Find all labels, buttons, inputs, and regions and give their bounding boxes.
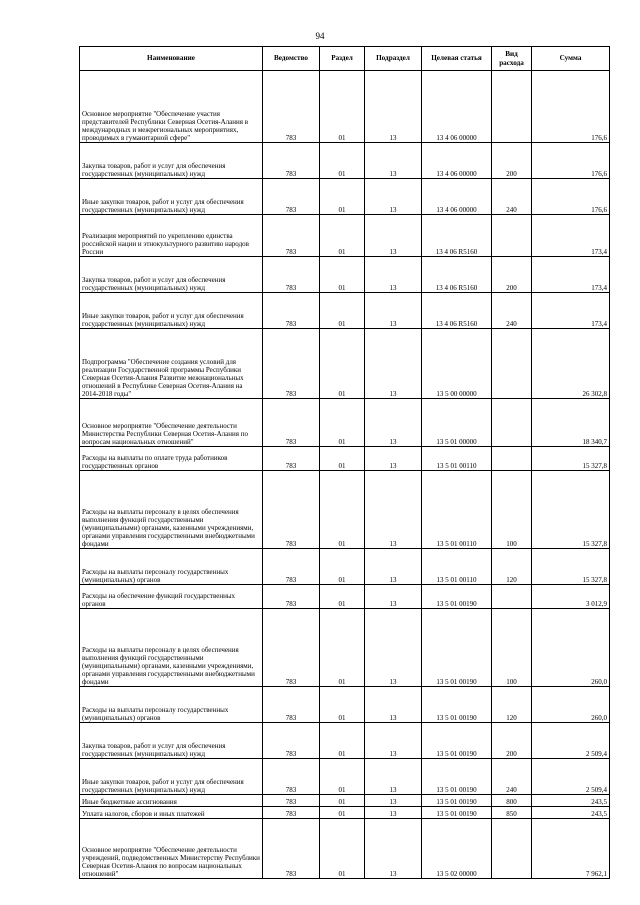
table-body — [80, 71, 610, 879]
header-expense-type: Вид расхода — [492, 47, 532, 71]
row-dept: 783 — [263, 687, 320, 723]
row-sum: 173,4 — [532, 257, 610, 293]
header-dept: Ведомство — [263, 47, 320, 71]
row-article: 13 5 01 00110 — [422, 549, 492, 585]
row-section: 01 — [320, 179, 365, 215]
row-article: 13 4 06 00000 — [422, 71, 492, 143]
row-dept: 783 — [263, 179, 320, 215]
table-row — [80, 549, 610, 585]
row-dept: 783 — [263, 819, 320, 879]
row-dept: 783 — [263, 549, 320, 585]
row-expense-type — [492, 215, 532, 257]
row-article: 13 5 01 00190 — [422, 795, 492, 807]
row-name: Иные закупки товаров, работ и услуг для обеспечения государственных (муниципальных) нужд — [80, 293, 263, 329]
row-sum: 260,0 — [532, 609, 610, 687]
row-section: 01 — [320, 819, 365, 879]
table-row — [80, 143, 610, 179]
row-article: 13 5 02 00000 — [422, 819, 492, 879]
row-expense-type: 200 — [492, 723, 532, 759]
row-dept: 783 — [263, 447, 320, 471]
row-sum: 15 327,8 — [532, 549, 610, 585]
row-section: 01 — [320, 447, 365, 471]
row-section: 01 — [320, 471, 365, 549]
table-row — [80, 585, 610, 609]
table-row — [80, 609, 610, 687]
row-expense-type: 200 — [492, 257, 532, 293]
row-article: 13 4 06 00000 — [422, 179, 492, 215]
row-article: 13 5 01 00190 — [422, 807, 492, 819]
table-row — [80, 179, 610, 215]
row-name: Расходы на выплаты персоналу в целях обеспечения выполнения функций государственными (муниципальными) органами, казенными учреждениями, органами управления государственными внебюджетными фондами — [80, 609, 263, 687]
row-name: Иные закупки товаров, работ и услуг для обеспечения государственных (муниципальных) нужд — [80, 759, 263, 795]
row-expense-type — [492, 819, 532, 879]
row-article: 13 5 01 00190 — [422, 585, 492, 609]
table-header-row — [80, 47, 610, 71]
row-name: Расходы на выплаты персоналу в целях обеспечения выполнения функций государственными (муниципальными) органами, казенными учреждениями, органами управления государственными внебюджетными фондами — [80, 471, 263, 549]
row-name: Закупка товаров, работ и услуг для обеспечения государственных (муниципальных) нужд — [80, 143, 263, 179]
row-subsection: 13 — [365, 759, 422, 795]
row-sum: 176,6 — [532, 179, 610, 215]
row-sum: 243,5 — [532, 807, 610, 819]
table-row — [80, 447, 610, 471]
row-subsection: 13 — [365, 399, 422, 447]
row-sum: 7 962,1 — [532, 819, 610, 879]
row-section: 01 — [320, 329, 365, 399]
row-expense-type — [492, 447, 532, 471]
row-dept: 783 — [263, 71, 320, 143]
row-sum: 173,4 — [532, 215, 610, 257]
row-expense-type: 850 — [492, 807, 532, 819]
row-section: 01 — [320, 293, 365, 329]
row-subsection: 13 — [365, 807, 422, 819]
row-dept: 783 — [263, 399, 320, 447]
row-subsection: 13 — [365, 723, 422, 759]
row-name: Реализация мероприятий по укреплению единства российской нации и этнокультурного развитию народов России — [80, 215, 263, 257]
table-row — [80, 687, 610, 723]
row-name: Расходы на обеспечение функций государственных органов — [80, 585, 263, 609]
table-row — [80, 819, 610, 879]
table-row — [80, 471, 610, 549]
row-dept: 783 — [263, 215, 320, 257]
row-dept: 783 — [263, 759, 320, 795]
row-expense-type: 200 — [492, 143, 532, 179]
row-article: 13 5 01 00110 — [422, 447, 492, 471]
table-row — [80, 399, 610, 447]
row-article: 13 4 06 R5160 — [422, 293, 492, 329]
row-subsection: 13 — [365, 257, 422, 293]
row-sum: 2 509,4 — [532, 759, 610, 795]
row-sum: 26 302,8 — [532, 329, 610, 399]
row-sum: 3 012,9 — [532, 585, 610, 609]
table-row — [80, 257, 610, 293]
budget-table — [79, 46, 610, 879]
row-name: Основное мероприятие "Обеспечение деятельности учреждений, подведомственных Министерству Республики Северная Осетия-Алания по вопросам национальных отношений" — [80, 819, 263, 879]
table-row — [80, 795, 610, 807]
row-section: 01 — [320, 215, 365, 257]
row-name: Основное мероприятие "Обеспечение участия представителей Республики Северная Осетия-Алания в международных и межрегиональных мероприятиях, проводимых в гуманитарной сфере" — [80, 71, 263, 143]
row-dept: 783 — [263, 585, 320, 609]
row-article: 13 5 01 00110 — [422, 471, 492, 549]
row-expense-type — [492, 71, 532, 143]
row-subsection: 13 — [365, 471, 422, 549]
row-expense-type — [492, 585, 532, 609]
row-name: Основное мероприятие "Обеспечение деятельности Министерства Республики Северная Осетия-Алания по вопросам национальных отношений" — [80, 399, 263, 447]
table-row — [80, 329, 610, 399]
row-sum: 18 340,7 — [532, 399, 610, 447]
row-section: 01 — [320, 807, 365, 819]
row-section: 01 — [320, 795, 365, 807]
header-name: Наименование — [80, 47, 263, 71]
row-dept: 783 — [263, 257, 320, 293]
row-subsection: 13 — [365, 585, 422, 609]
row-article: 13 4 06 R5160 — [422, 215, 492, 257]
row-sum: 173,4 — [532, 293, 610, 329]
row-article: 13 4 06 R5160 — [422, 257, 492, 293]
row-name: Расходы на выплаты персоналу государственных (муниципальных) органов — [80, 549, 263, 585]
row-dept: 783 — [263, 293, 320, 329]
row-sum: 243,5 — [532, 795, 610, 807]
row-sum: 15 327,8 — [532, 447, 610, 471]
row-expense-type: 120 — [492, 687, 532, 723]
row-expense-type — [492, 399, 532, 447]
table-row — [80, 807, 610, 819]
row-name: Расходы на выплаты персоналу государственных (муниципальных) органов — [80, 687, 263, 723]
row-section: 01 — [320, 585, 365, 609]
row-expense-type: 240 — [492, 179, 532, 215]
row-subsection: 13 — [365, 71, 422, 143]
row-name: Иные бюджетные ассигнования — [80, 795, 263, 807]
row-section: 01 — [320, 759, 365, 795]
row-name: Подпрограмма "Обеспечение создания условий для реализации Государственной программы Республики Северная Осетия-Алания Развитие межнациональных отношений в Республике Северная Осетия-Алания на 2014-2018 годы" — [80, 329, 263, 399]
row-subsection: 13 — [365, 687, 422, 723]
row-article: 13 5 01 00190 — [422, 759, 492, 795]
row-name: Уплата налогов, сборов и иных платежей — [80, 807, 263, 819]
row-expense-type: 120 — [492, 549, 532, 585]
row-sum: 176,6 — [532, 71, 610, 143]
header-sum: Сумма — [532, 47, 610, 71]
table-row — [80, 759, 610, 795]
header-article: Целевая статья — [422, 47, 492, 71]
row-section: 01 — [320, 549, 365, 585]
row-section: 01 — [320, 143, 365, 179]
row-subsection: 13 — [365, 795, 422, 807]
row-sum: 2 509,4 — [532, 723, 610, 759]
row-expense-type: 240 — [492, 759, 532, 795]
row-dept: 783 — [263, 723, 320, 759]
table-row — [80, 293, 610, 329]
row-name: Расходы на выплаты по оплате труда работников государственных органов — [80, 447, 263, 471]
page-number: 94 — [315, 31, 325, 41]
row-expense-type: 100 — [492, 471, 532, 549]
row-article: 13 5 01 00000 — [422, 399, 492, 447]
row-subsection: 13 — [365, 549, 422, 585]
row-subsection: 13 — [365, 447, 422, 471]
table-row — [80, 723, 610, 759]
row-expense-type: 100 — [492, 609, 532, 687]
header-subsection: Подраздел — [365, 47, 422, 71]
row-dept: 783 — [263, 471, 320, 549]
row-dept: 783 — [263, 143, 320, 179]
row-article: 13 5 01 00190 — [422, 687, 492, 723]
row-expense-type — [492, 329, 532, 399]
row-dept: 783 — [263, 795, 320, 807]
row-section: 01 — [320, 257, 365, 293]
row-section: 01 — [320, 609, 365, 687]
row-article: 13 5 01 00190 — [422, 723, 492, 759]
row-subsection: 13 — [365, 215, 422, 257]
row-section: 01 — [320, 687, 365, 723]
row-subsection: 13 — [365, 609, 422, 687]
row-section: 01 — [320, 399, 365, 447]
row-subsection: 13 — [365, 293, 422, 329]
row-subsection: 13 — [365, 329, 422, 399]
row-sum: 260,0 — [532, 687, 610, 723]
row-article: 13 5 00 00000 — [422, 329, 492, 399]
row-subsection: 13 — [365, 179, 422, 215]
row-subsection: 13 — [365, 143, 422, 179]
row-section: 01 — [320, 723, 365, 759]
row-name: Закупка товаров, работ и услуг для обеспечения государственных (муниципальных) нужд — [80, 723, 263, 759]
row-section: 01 — [320, 71, 365, 143]
row-expense-type: 240 — [492, 293, 532, 329]
row-sum: 15 327,8 — [532, 471, 610, 549]
table-row — [80, 215, 610, 257]
header-section: Раздел — [320, 47, 365, 71]
row-dept: 783 — [263, 329, 320, 399]
row-dept: 783 — [263, 807, 320, 819]
table-row — [80, 71, 610, 143]
row-article: 13 5 01 00190 — [422, 609, 492, 687]
row-sum: 176,6 — [532, 143, 610, 179]
row-name: Закупка товаров, работ и услуг для обеспечения государственных (муниципальных) нужд — [80, 257, 263, 293]
row-dept: 783 — [263, 609, 320, 687]
row-expense-type: 800 — [492, 795, 532, 807]
row-subsection: 13 — [365, 819, 422, 879]
row-name: Иные закупки товаров, работ и услуг для обеспечения государственных (муниципальных) нужд — [80, 179, 263, 215]
row-article: 13 4 06 00000 — [422, 143, 492, 179]
